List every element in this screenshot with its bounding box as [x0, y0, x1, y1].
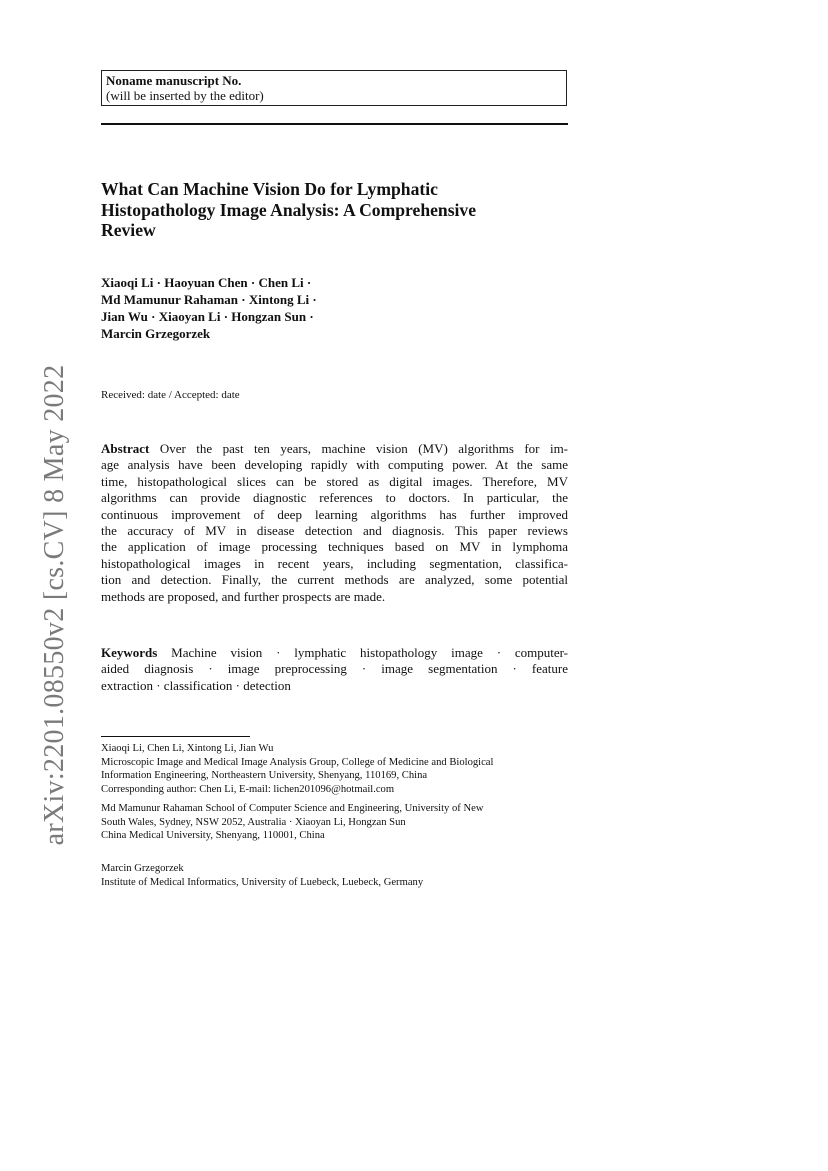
affiliation-line: China Medical University, Shenyang, 110001, China: [101, 830, 325, 842]
author-line: Md Mamunur Rahaman · Xintong Li ·: [101, 292, 317, 307]
abstract-section: [101, 441, 568, 605]
affiliation-line: South Wales, Sydney, NSW 2052, Australia · Xiaoyan Li, Hongzan Sun: [101, 816, 406, 828]
editor-notice-box: [101, 70, 567, 106]
abstract-line: algorithms can provide diagnostic references to doctors. In particular, the: [101, 490, 568, 506]
keywords-line: extraction · classification · detection: [101, 677, 291, 693]
abstract-line: the accuracy of MV in disease detection and diagnosis. This paper reviews: [101, 523, 568, 539]
affiliation-line: Md Mamunur Rahaman School of Computer Science and Engineering, University of New: [101, 803, 484, 814]
affiliation-block: [101, 862, 576, 889]
affiliation-line: Institute of Medical Informatics, University of Luebeck, Luebeck, Germany: [101, 876, 424, 888]
abstract-heading: Abstract: [101, 441, 150, 456]
affiliation-block: [101, 802, 576, 843]
affiliation-line: Marcin Grzegorzek: [101, 863, 184, 874]
affiliation-line: Xiaoqi Li, Chen Li, Xintong Li, Jian Wu: [101, 743, 274, 754]
title-line: Review: [101, 220, 156, 240]
corresponding-author-line: Corresponding author: Chen Li, E-mail: lichen201096@hotmail.com: [101, 783, 395, 795]
keywords-line: aided diagnosis · image preprocessing · image segmentation · feature: [101, 661, 568, 677]
author-line: Marcin Grzegorzek: [101, 326, 211, 341]
title-line: Histopathology Image Analysis: A Comprehensive: [101, 199, 477, 220]
paper-title: [101, 179, 571, 241]
author-list: [101, 274, 571, 342]
keywords-heading: Keywords: [101, 645, 158, 660]
abstract-line: continuous improvement of deep learning algorithms has further improved: [101, 506, 568, 522]
affiliation-line: Microscopic Image and Medical Image Analysis Group, College of Medicine and Biological: [101, 756, 494, 768]
author-line: Jian Wu · Xiaoyan Li · Hongzan Sun ·: [101, 309, 314, 324]
footnote-rule: [101, 736, 250, 737]
abstract-line: histopathological images in recent years, including segmentation, classifica-: [101, 555, 568, 571]
received-accepted-date: Received: date / Accepted: date: [101, 389, 240, 401]
affiliation-block: [101, 742, 576, 796]
keywords-section: [101, 645, 568, 694]
manuscript-number-label: Noname manuscript No.: [106, 73, 242, 88]
author-line: Xiaoqi Li · Haoyuan Chen · Chen Li ·: [101, 275, 312, 290]
abstract-line: Abstract Over the past ten years, machine vision (MV) algorithms for im-: [101, 441, 569, 456]
arxiv-identifier-stamp: arXiv:2201.08550v2 [cs.CV] 8 May 2022: [39, 364, 70, 846]
editor-note: (will be inserted by the editor): [106, 88, 264, 103]
title-line: What Can Machine Vision Do for Lymphatic: [101, 179, 438, 199]
abstract-line: the application of image processing techniques based on MV in lymphoma: [101, 539, 568, 555]
abstract-line: age analysis have been developing rapidly with computing power. At the same: [101, 457, 568, 473]
abstract-line: time, histopathological slices can be stored as digital images. Therefore, MV: [101, 473, 568, 489]
abstract-line: tion and detection. Finally, the current methods are analyzed, some potential: [101, 572, 568, 588]
header-rule: [101, 123, 568, 125]
abstract-line: methods are proposed, and further prospects are made.: [101, 588, 386, 604]
affiliation-line: Information Engineering, Northeastern University, Shenyang, 110169, China: [101, 770, 428, 782]
keywords-line: Keywords Machine vision · lymphatic histopathology image · computer-: [101, 645, 568, 660]
